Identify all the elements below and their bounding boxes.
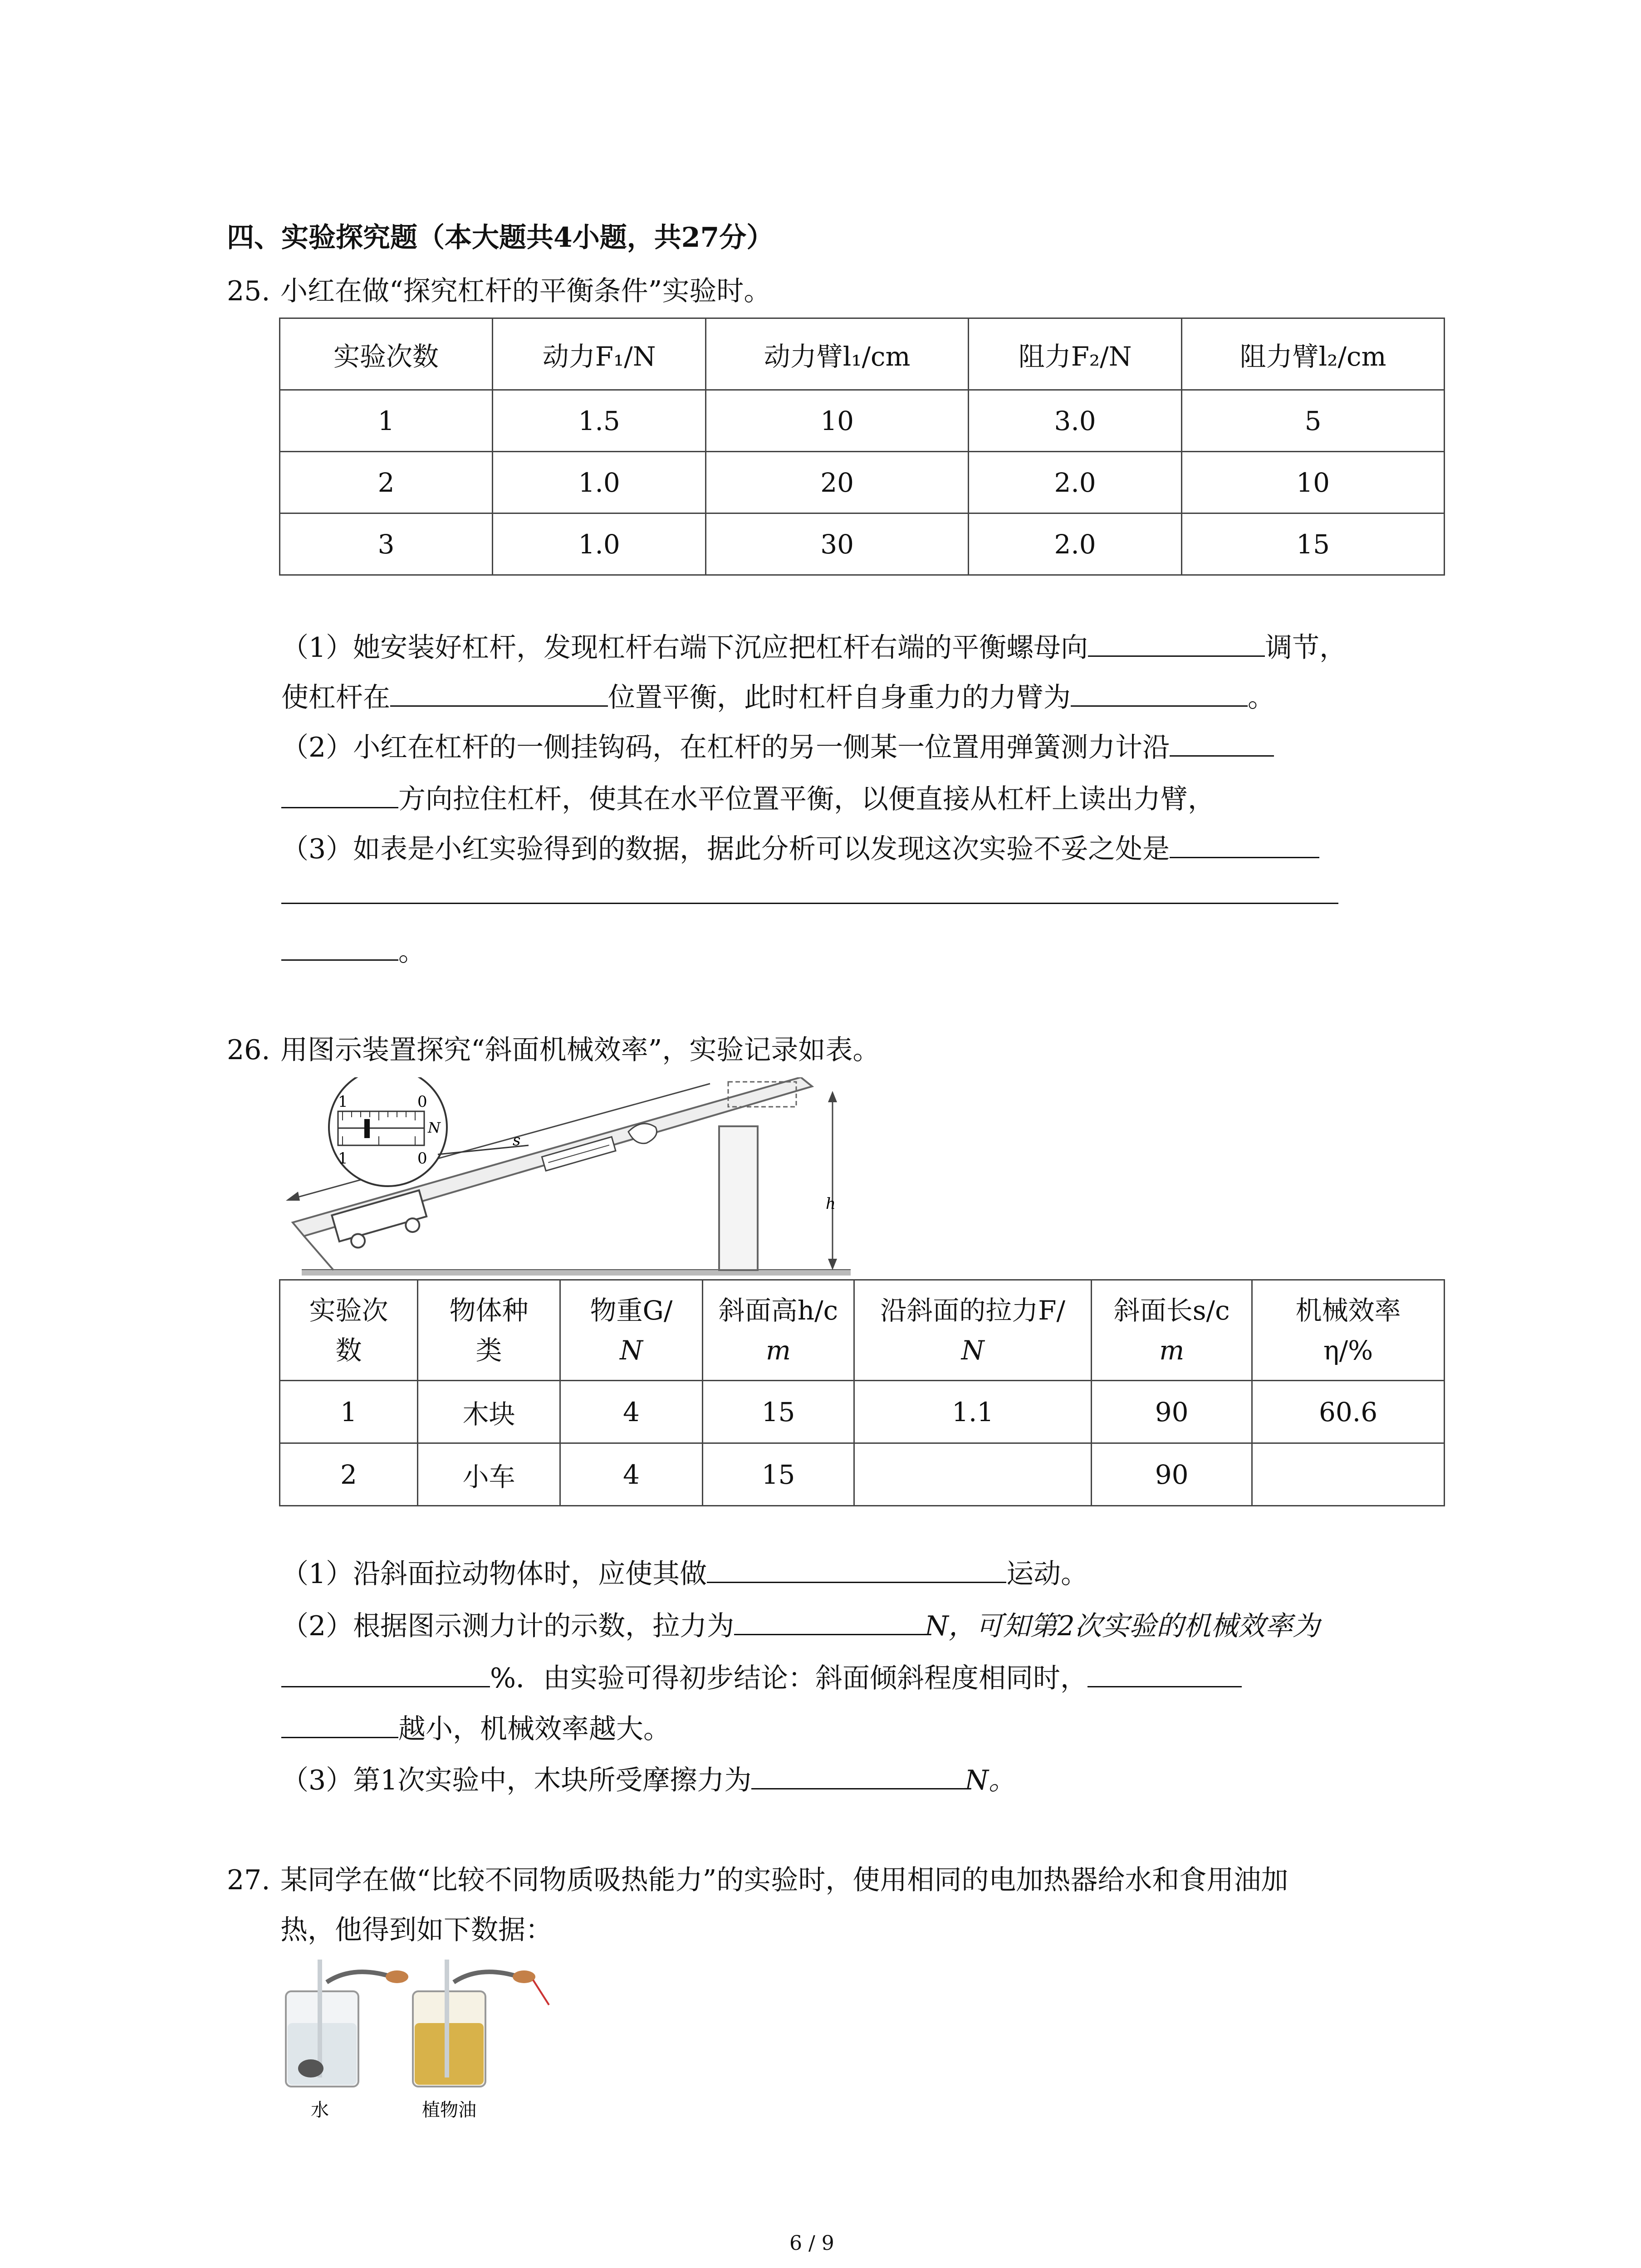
heater-wire <box>454 1972 522 1982</box>
answer-blank[interactable] <box>1087 1658 1242 1687</box>
table-cell: 3 <box>280 513 493 575</box>
answer-blank[interactable] <box>707 1554 1006 1583</box>
table-cell: 15 <box>702 1443 854 1506</box>
table-cell: 10 <box>1182 452 1445 513</box>
table-cell: 90 <box>1092 1381 1252 1443</box>
ground-base <box>302 1270 851 1276</box>
table-cell: 1.0 <box>493 513 706 575</box>
table-header-cell: 机械效率 η/% <box>1252 1280 1445 1381</box>
table-header-cell: 动力臂l₁/cm <box>706 318 969 390</box>
page-number: 6 / 9 <box>789 2232 834 2255</box>
q25-number: 25. <box>227 275 270 307</box>
table-cell-blank[interactable] <box>1252 1443 1445 1506</box>
answer-blank[interactable] <box>390 677 608 707</box>
table-header-cell: 实验次 数 <box>280 1280 418 1381</box>
table-cell: 10 <box>706 390 969 452</box>
heater-coil <box>298 2059 323 2077</box>
heater-plug <box>386 1970 408 1983</box>
support-block <box>719 1126 758 1270</box>
q25-part3-line1 <box>281 826 1319 872</box>
q25-p3-text-end: 。 <box>398 936 426 968</box>
incline-foot <box>304 1236 333 1270</box>
label-oil: 植物油 <box>422 2100 476 2121</box>
answer-blank[interactable] <box>281 1709 398 1738</box>
q26-part2-line3 <box>281 1706 671 1752</box>
q25-table <box>279 318 1445 576</box>
q25-part2-line2 <box>281 777 1215 822</box>
q26-part2-line2 <box>281 1656 1242 1701</box>
oil-beaker <box>413 1960 549 2087</box>
scale-unit: N <box>428 1119 441 1136</box>
q27-stem-line2: 热，他得到如下数据： <box>280 1914 553 1946</box>
table-cell: 15 <box>702 1381 854 1443</box>
q26-p2-text-b: N，可知第2次实验的机械效率为 <box>925 1610 1320 1642</box>
height-arrowhead-top <box>828 1091 837 1102</box>
q25-p1-text-c: 使杠杆在 <box>281 682 390 714</box>
q26-p2-text-a: （2）根据图示测力计的示数，拉力为 <box>281 1610 735 1642</box>
thermometer-icon <box>318 1960 322 2077</box>
height-arrowhead-bottom <box>828 1259 837 1270</box>
q26-p2-text-d: 越小，机械效率越大。 <box>398 1713 671 1745</box>
table-cell: 15 <box>1182 513 1445 575</box>
table-cell: 90 <box>1092 1443 1252 1506</box>
table-cell: 3.0 <box>969 390 1182 452</box>
q25-p2-text-a: （2）小红在杠杆的一侧挂钩码，在杠杆的另一侧某一位置用弹簧测力计沿 <box>281 732 1170 763</box>
q27-stem-line1: 某同学在做“比较不同物质吸热能力”的实验时，使用相同的电加热器给水和食用油加 <box>280 1864 1288 1896</box>
table-row <box>280 1381 1445 1443</box>
table-row <box>280 513 1445 575</box>
q25-p2-text-b: 方向拉住杠杆，使其在水平位置平衡，以便直接从杠杆上读出力臂， <box>398 783 1215 815</box>
q25-part3-line3 <box>281 929 426 974</box>
table-cell: 4 <box>560 1443 702 1506</box>
table-cell-blank[interactable] <box>854 1443 1091 1506</box>
table-header-cell: 物体种 类 <box>418 1280 560 1381</box>
thermometer-icon <box>445 1960 449 2077</box>
q25-stem: 小红在做“探究杠杆的平衡条件”实验时。 <box>280 275 771 307</box>
table-header-cell: 物重G/ N <box>560 1280 702 1381</box>
q26-number: 26. <box>227 1034 270 1066</box>
table-row <box>280 1443 1445 1506</box>
table-cell: 2 <box>280 1443 418 1506</box>
answer-blank[interactable] <box>281 1658 490 1687</box>
answer-blank[interactable] <box>1170 727 1274 757</box>
heater-wire <box>327 1972 395 1982</box>
length-arrowhead <box>286 1192 300 1201</box>
table-header-row <box>280 318 1445 390</box>
table-cell: 60.6 <box>1252 1381 1445 1443</box>
answer-blank[interactable] <box>751 1760 965 1789</box>
table-header-cell: 阻力臂l₂/cm <box>1182 318 1445 390</box>
incline-figure <box>274 1077 864 1277</box>
table-cell: 1 <box>280 1381 418 1443</box>
table-cell: 2.0 <box>969 452 1182 513</box>
answer-blank[interactable] <box>1088 627 1265 657</box>
scale-label-left-bottom: 1 <box>338 1149 348 1168</box>
table-cell: 1.1 <box>854 1381 1091 1443</box>
q26-p3-text-a: （3）第1次实验中，木块所受摩擦力为 <box>281 1765 752 1796</box>
scale-label-right-bottom: 0 <box>417 1149 427 1168</box>
q26-part1 <box>281 1551 1088 1597</box>
q25-p1-text-a: （1）她安装好杠杆，发现杠杆右端下沉应把杠杆右端的平衡螺母向 <box>281 632 1088 664</box>
answer-blank[interactable] <box>1071 677 1248 707</box>
table-header-cell: 沿斜面的拉力F/ N <box>854 1280 1091 1381</box>
answer-blank[interactable] <box>281 931 398 961</box>
label-s: s <box>513 1131 521 1149</box>
q25-p1-text-e: 。 <box>1248 682 1275 714</box>
table-row <box>280 452 1445 513</box>
section-title: 四、实验探究题（本大题共4小题，共27分） <box>227 222 774 254</box>
answer-blank[interactable] <box>1170 829 1319 858</box>
table-header-row <box>280 1280 1445 1381</box>
table-cell: 小车 <box>418 1443 560 1506</box>
heater-plug <box>513 1970 535 1983</box>
scale-label-right: 0 <box>417 1093 427 1111</box>
label-water: 水 <box>311 2100 329 2121</box>
table-header-cell: 实验次数 <box>280 318 493 390</box>
answer-blank[interactable] <box>281 779 398 808</box>
table-cell: 30 <box>706 513 969 575</box>
q26-p2-text-c: %．由实验可得初步结论：斜面倾斜程度相同时， <box>490 1662 1088 1694</box>
q27-number: 27. <box>227 1864 270 1896</box>
table-cell: 1.5 <box>493 390 706 452</box>
table-cell: 2 <box>280 452 493 513</box>
scale-label-left: 1 <box>338 1093 348 1111</box>
q26-stem: 用图示装置探究“斜面机械效率”，实验记录如表。 <box>280 1034 880 1066</box>
q26-part2-line1 <box>281 1603 1320 1649</box>
table-cell: 1.0 <box>493 452 706 513</box>
table-row <box>280 390 1445 452</box>
beakers-figure <box>277 1955 558 2127</box>
answer-blank[interactable] <box>734 1606 925 1635</box>
answer-blank-line[interactable] <box>281 903 1338 904</box>
q25-p3-text-a: （3）如表是小红实验得到的数据，据此分析可以发现这次实验不妥之处是 <box>281 833 1170 865</box>
scale-pointer <box>364 1119 370 1138</box>
q25-part1-line2 <box>281 675 1275 720</box>
q25-p1-text-b: 调节， <box>1265 632 1347 664</box>
q26-table <box>279 1279 1445 1506</box>
q25-p1-text-d: 位置平衡，此时杠杆自身重力的力臂为 <box>608 682 1071 714</box>
table-cell: 2.0 <box>969 513 1182 575</box>
table-cell: 木块 <box>418 1381 560 1443</box>
q25-part1-line1 <box>281 625 1347 670</box>
table-cell: 5 <box>1182 390 1445 452</box>
table-header-cell: 斜面长s/c m <box>1092 1280 1252 1381</box>
q26-p3-text-b: N。 <box>965 1765 1016 1796</box>
table-header-cell: 动力F₁/N <box>493 318 706 390</box>
table-cell: 20 <box>706 452 969 513</box>
table-cell: 4 <box>560 1381 702 1443</box>
label-h: h <box>826 1195 836 1213</box>
q26-p1-text-a: （1）沿斜面拉动物体时，应使其做 <box>281 1558 707 1590</box>
water-beaker <box>286 1960 408 2087</box>
table-header-cell: 阻力F₂/N <box>969 318 1182 390</box>
q26-part3 <box>281 1758 1016 1803</box>
table-header-cell: 斜面高h/c m <box>702 1280 854 1381</box>
q25-part2-line1 <box>281 725 1274 770</box>
q26-p1-text-b: 运动。 <box>1006 1558 1088 1590</box>
table-cell: 1 <box>280 390 493 452</box>
